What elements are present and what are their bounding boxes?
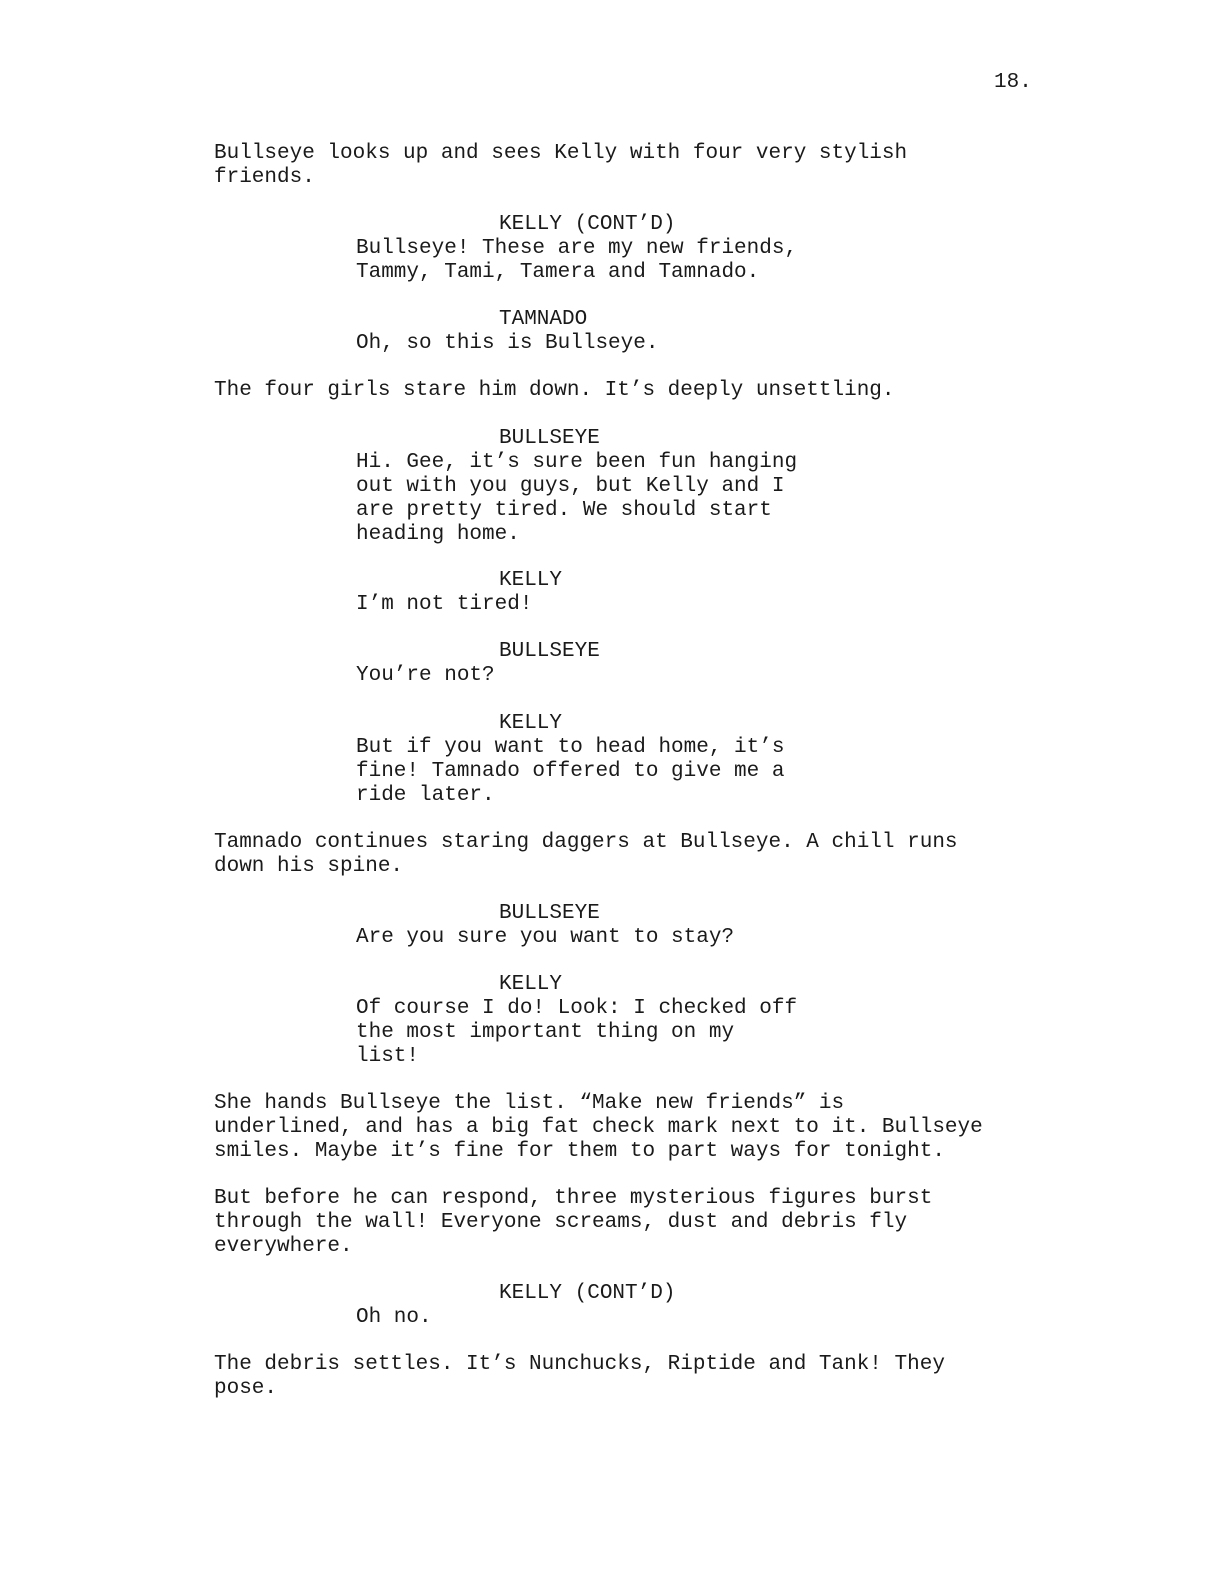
dialogue-line: Are you sure you want to stay?: [356, 926, 735, 949]
action-line: The debris settles. It’s Nunchucks, Riptide and Tank! They pose.: [214, 1353, 945, 1400]
character-cue: KELLY: [499, 712, 563, 735]
character-cue: KELLY (CONT’D): [499, 213, 676, 236]
dialogue-line: You’re not?: [356, 664, 495, 687]
character-cue: TAMNADO: [499, 308, 588, 331]
action-line: Bullseye looks up and sees Kelly with four very stylish friends.: [214, 142, 908, 189]
character-cue: BULLSEYE: [499, 427, 600, 450]
dialogue-line: But if you want to head home, it’s fine! Tamnado offered to give me a ride later.: [356, 736, 785, 807]
character-cue: KELLY: [499, 973, 563, 996]
action-line: She hands Bullseye the list. “Make new friends” is underlined, and has a big fat check mark next to it. Bullseye smiles. Maybe it’s fine for them to part ways for tonight.: [214, 1092, 983, 1163]
action-line: Tamnado continues staring daggers at Bullseye. A chill runs down his spine.: [214, 831, 958, 878]
action-line: But before he can respond, three mysterious figures burst through the wall! Everyone screams, dust and debris fly everywhere.: [214, 1187, 933, 1258]
character-cue: BULLSEYE: [499, 902, 600, 925]
character-cue: BULLSEYE: [499, 640, 600, 663]
character-cue: KELLY (CONT’D): [499, 1282, 676, 1305]
action-line: The four girls stare him down. It’s deeply unsettling.: [214, 379, 895, 402]
page-number: 18.: [994, 71, 1032, 94]
dialogue-line: Oh no.: [356, 1306, 432, 1329]
dialogue-line: Bullseye! These are my new friends, Tammy, Tami, Tamera and Tamnado.: [356, 237, 798, 284]
dialogue-line: Oh, so this is Bullseye.: [356, 332, 659, 355]
dialogue-line: Hi. Gee, it’s sure been fun hanging out with you guys, but Kelly and I are pretty tired. We should start heading home.: [356, 451, 798, 546]
dialogue-line: I’m not tired!: [356, 593, 533, 616]
dialogue-line: Of course I do! Look: I checked off the most important thing on my list!: [356, 997, 798, 1068]
character-cue: KELLY: [499, 569, 563, 592]
